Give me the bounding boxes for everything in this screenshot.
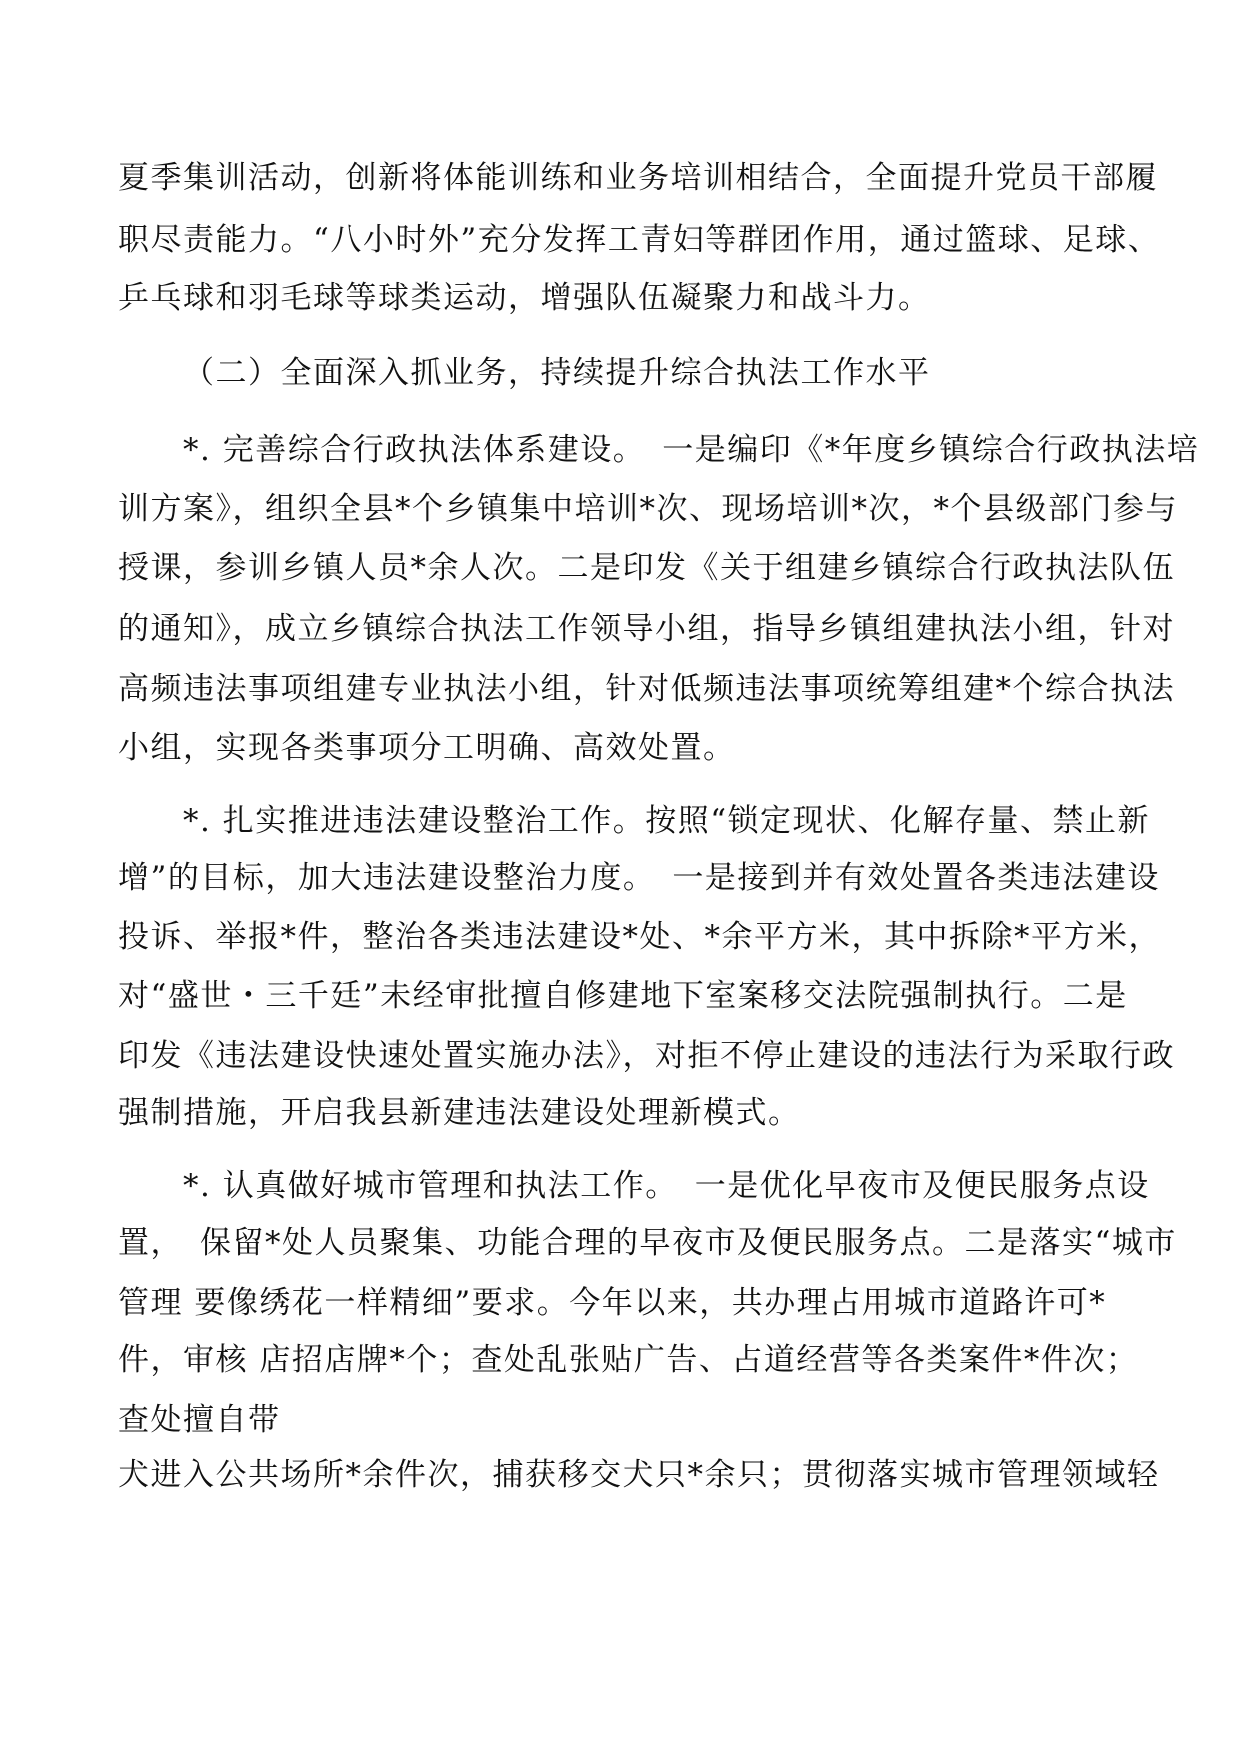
paragraph-line: 授课，参训乡镇人员*余人次。二是印发《关于组建乡镇综合行政执法队伍 xyxy=(118,550,1175,586)
paragraph-line: 夏季集训活动，创新将体能训练和业务培训相结合，全面提升党员干部履 xyxy=(118,160,1158,196)
paragraph-line: 的通知》，成立乡镇综合执法工作领导小组，指导乡镇组建执法小组，针对 xyxy=(118,611,1175,647)
paragraph-line: 训方案》，组织全县*个乡镇集中培训*次、现场培训*次，*个县级部门参与 xyxy=(118,491,1178,527)
paragraph-line: 高频违法事项组建专业执法小组，针对低频违法事项统筹组建*个综合执法 xyxy=(118,671,1175,707)
paragraph-line: *. 认真做好城市管理和执法工作。 一是优化早夜市及便民服务点设 xyxy=(183,1168,1150,1204)
section-heading: （二）全面深入抓业务，持续提升综合执法工作水平 xyxy=(183,355,931,391)
paragraph-line: 职尽责能力。“八小时外”充分发挥工青妇等群团作用，通过篮球、足球、 xyxy=(118,222,1161,258)
paragraph-line: 增”的目标，加大违法建设整治力度。 一是接到并有效处置各类违法建设 xyxy=(118,860,1160,896)
paragraph-line: 乒乓球和羽毛球等球类运动，增强队伍凝聚力和战斗力。 xyxy=(118,280,931,316)
paragraph-line: 投诉、举报*件，整治各类违法建设*处、*余平方米，其中拆除*平方米， xyxy=(118,919,1161,955)
paragraph-line: 犬进入公共场所*余件次，捕获移交犬只*余只；贯彻落实城市管理领域轻 xyxy=(118,1457,1160,1493)
paragraph-line: 强制措施，开启我县新建违法建设处理新模式。 xyxy=(118,1095,801,1131)
paragraph-line: *. 扎实推进违法建设整治工作。按照“锁定现状、化解存量、禁止新 xyxy=(183,803,1151,839)
paragraph-line: 印发《违法建设快速处置实施办法》，对拒不停止建设的违法行为采取行政 xyxy=(118,1038,1175,1074)
paragraph-line: 件，审核 店招店牌*个；查处乱张贴广告、占道经营等各类案件*件次； xyxy=(118,1342,1139,1378)
paragraph-line: 查处擅自带 xyxy=(118,1402,281,1438)
paragraph-line: 对“盛世・三千廷”未经审批擅自修建地下室案移交法院强制执行。二是 xyxy=(118,978,1128,1014)
paragraph-line: 置， 保留*处人员聚集、功能合理的早夜市及便民服务点。二是落实“城市 xyxy=(118,1225,1177,1261)
paragraph-line: 小组，实现各类事项分工明确、高效处置。 xyxy=(118,730,736,766)
paragraph-line: *. 完善综合行政执法体系建设。 一是编印《*年度乡镇综合行政执法培 xyxy=(183,432,1200,468)
paragraph-line: 管理 要像绣花一样精细”要求。今年以来，共办理占用城市道路许可* xyxy=(118,1285,1107,1321)
